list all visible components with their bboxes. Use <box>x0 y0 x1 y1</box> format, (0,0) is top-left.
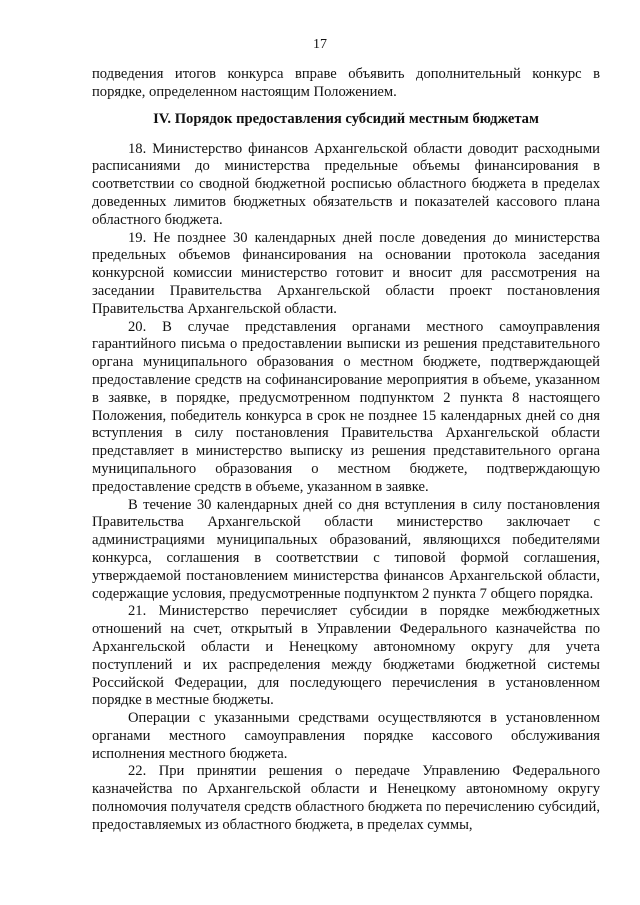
paragraph-21: 21. Министерство перечисляет субсидии в порядке межбюджетных отношений на счет, открытый в Управлении Федерального казначейства по Архангельской области и Ненецкому автономному округу для учета поступлений и их распределения между бюджетами бюджетной системы Российской Федерации, для последующего перечисления в установленном порядке в местные бюджеты. <box>92 603 600 709</box>
paragraph-continuation: подведения итогов конкурса вправе объявить дополнительный конкурс в порядке, определенном настоящим Положением. <box>92 66 600 100</box>
section-heading: IV. Порядок предоставления субсидий местным бюджетам <box>153 110 539 127</box>
paragraph-22: 22. При принятии решения о передаче Управлению Федерального казначейства по Архангельской области и Ненецкому автономному округу полномочия получателя средств областного бюджета по перечислению субсидий, предоставляемых из областного бюджета, в пределах суммы, <box>92 763 600 833</box>
paragraph-19: 19. Не позднее 30 календарных дней после доведения до министерства предельных объемов финансирования на основании протокола заседания конкурсной комиссии министерство готовит и вносит для рассмотрения на заседании Правительства Архангельской области проект постановления Правительства Архангельской области. <box>92 229 600 317</box>
paragraph-20-cont: В течение 30 календарных дней со дня вступления в силу постановления Правительства Архангельской области министерство заключает с администрациями муниципальных образований, являющихся победителями конкурса, соглашения в соответствии с типовой формой соглашения, утверждаемой постановлением министерства финансов Архангельской области, содержащие условия, предусмотренные подпунктом 2 пункта 7 общего порядка. <box>92 496 600 602</box>
document-body <box>92 66 600 835</box>
paragraph-21-cont: Операции с указанными средствами осуществляются в установленном органами местного самоуправления порядке кассового обслуживания исполнения местного бюджета. <box>92 710 600 762</box>
paragraph-20: 20. В случае представления органами местного самоуправления гарантийного письма о предоставлении выписки из решения представительного органа муниципального образования о местном бюджете, подтверждающей предоставление средств на софинансирование мероприятия в объеме, указанном в заявке, в порядке, предусмотренном подпунктом 2 пункта 8 настоящего Положения, победитель конкурса в срок не позднее 15 календарных дней со дня вступления в силу постановления Правительства Архангельской области представляет в министерство выписку из решения представительного органа муниципального образования о местном бюджете, подтверждающую предоставление средств в объеме, указанном в заявке. <box>92 318 600 495</box>
paragraph-18: 18. Министерство финансов Архангельской области доводит расходными расписаниями до министерства предельные объемы финансирования в соответствии со сводной бюджетной росписью областного бюджета в пределах доведенных лимитов бюджетных обязательств и показателей кассового плана областного бюджета. <box>92 140 600 228</box>
page-number: 17 <box>313 37 327 52</box>
